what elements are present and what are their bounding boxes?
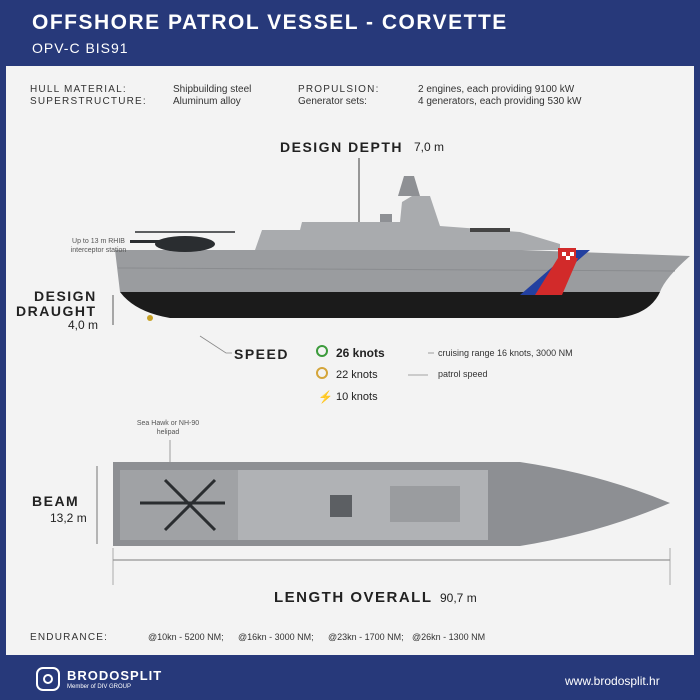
speed-item-value: 22 knots xyxy=(336,369,378,381)
speed-item-note: cruising range 16 knots, 3000 NM xyxy=(438,348,573,358)
page-title: OFFSHORE PATROL VESSEL - CORVETTE xyxy=(32,11,508,34)
brand-subtitle: Member of DIV GROUP xyxy=(67,684,132,690)
website-link[interactable]: www.brodosplit.hr xyxy=(565,674,660,688)
helipad-note-line2: helipad xyxy=(156,429,180,436)
brand-name: BRODOSPLIT xyxy=(67,668,163,683)
bolt-icon: ⚡ xyxy=(318,390,333,404)
generator-value: 4 generators, each providing 530 kW xyxy=(418,96,582,107)
superstructure-label: SUPERSTRUCTURE: xyxy=(30,96,147,107)
generator-label: Generator sets: xyxy=(298,96,367,107)
endurance-label: ENDURANCE: xyxy=(30,632,109,643)
rhib-note-line1: Up to 13 m RHIB xyxy=(72,238,125,245)
propulsion-value: 2 engines, each providing 9100 kW xyxy=(418,84,575,95)
length-overall-value: 90,7 m xyxy=(440,591,477,605)
endurance-item: @26kn - 1300 NM xyxy=(412,632,486,642)
beam-label: BEAM xyxy=(32,493,80,509)
design-depth-value: 7,0 m xyxy=(414,140,445,154)
propulsion-label: PROPULSION: xyxy=(298,84,380,95)
beam-value: 13,2 m xyxy=(50,511,87,525)
speed-item-note: patrol speed xyxy=(438,369,488,379)
helipad-note-line1: Sea Hawk or NH-90 xyxy=(136,420,200,427)
design-draught-label-1: DESIGN xyxy=(34,288,97,304)
length-overall-label: LENGTH OVERALL xyxy=(274,589,433,606)
superstructure-value: Aluminum alloy xyxy=(173,96,241,107)
endurance-item: @16kn - 3000 NM; xyxy=(238,632,314,642)
brodosplit-logo-icon xyxy=(36,667,60,691)
rhib-note-line2: interceptor station xyxy=(70,247,127,254)
design-depth-label: DESIGN DEPTH xyxy=(280,139,404,155)
speed-item-value: 10 knots xyxy=(336,391,378,403)
speed-item-value: 26 knots xyxy=(336,346,385,360)
endurance-item: @10kn - 5200 NM; xyxy=(148,632,224,642)
design-draught-label-2: DRAUGHT xyxy=(16,303,97,319)
design-draught-value: 4,0 m xyxy=(68,318,99,332)
hull-material-value: Shipbuilding steel xyxy=(173,84,252,95)
helipad-deck xyxy=(120,470,238,540)
hull-material-label: HULL MATERIAL: xyxy=(30,84,127,95)
endurance-item: @23kn - 1700 NM; xyxy=(328,632,404,642)
page-subtitle: OPV-C BIS91 xyxy=(32,40,129,56)
speed-label: SPEED xyxy=(234,346,289,362)
